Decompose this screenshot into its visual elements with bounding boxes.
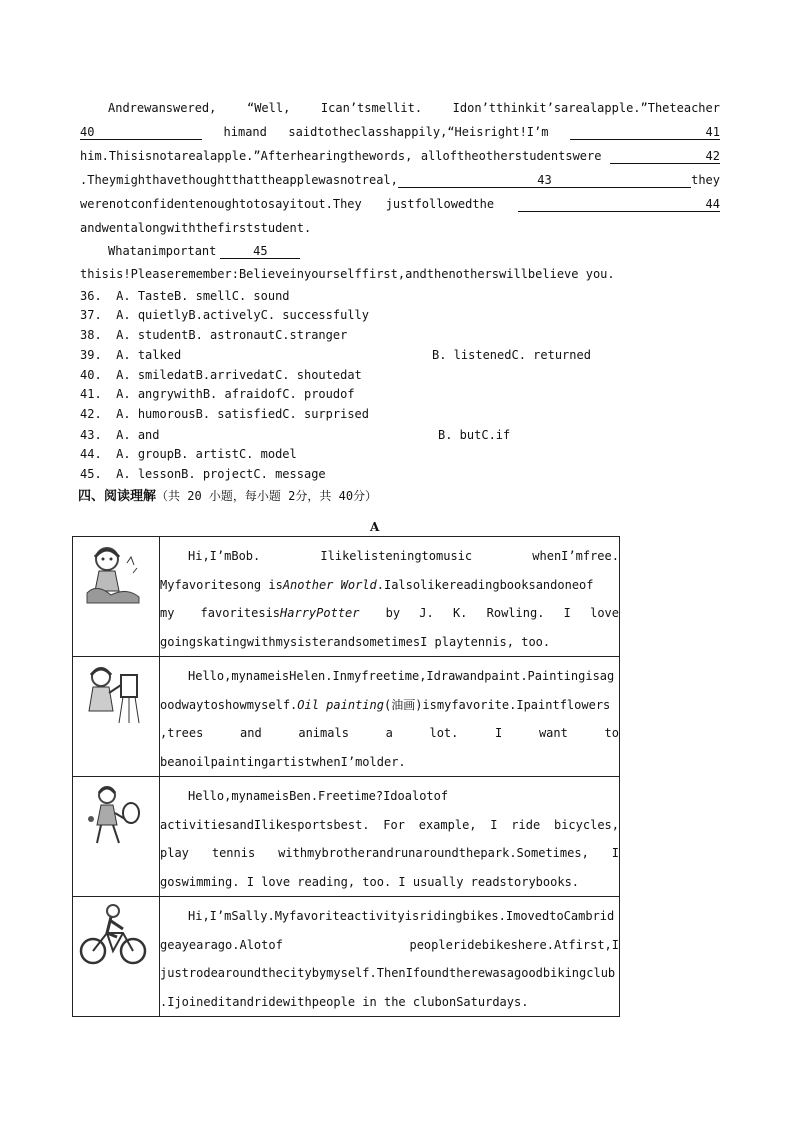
option-row-44: [80, 445, 297, 463]
text: .Theymighthavethoughtthattheapplewasnotreal,: [80, 173, 398, 187]
text: bicycles,: [553, 817, 619, 832]
text: activitiesandIlikesportsbest.: [160, 817, 370, 832]
boy-with-racket-icon: [77, 783, 149, 849]
blank-number: 44: [705, 197, 720, 211]
section-heading: [78, 487, 377, 506]
text: lot.: [429, 726, 459, 740]
text-cell: [160, 537, 620, 657]
text: Ican’tsmellit.: [320, 101, 423, 115]
blank-number: 43: [537, 173, 552, 187]
blank-44[interactable]: [518, 197, 720, 212]
table-row: [73, 897, 620, 1017]
question-number: 39.: [80, 348, 102, 362]
question-number: 42.: [80, 407, 102, 421]
question-number: 44.: [80, 447, 102, 461]
option-text: A. groupB. artistC. model: [116, 447, 297, 461]
reading-table: [72, 536, 620, 1017]
text: Ilikelisteningtomusic: [320, 549, 473, 563]
option-row-43: [80, 426, 160, 444]
blank-40[interactable]: [80, 125, 202, 140]
text: “Well,: [246, 101, 291, 115]
text: him.Thisisnotarealapple.”Afterhearingthewords,: [80, 149, 413, 163]
text: to: [604, 726, 619, 740]
text: Andrewanswered,: [108, 101, 217, 115]
option-row-43-right: B. butC.if: [438, 428, 511, 442]
passage-line-7: [108, 242, 300, 260]
option-row-39-right: B. listenedC. returned: [432, 348, 591, 362]
text: example,: [418, 817, 477, 832]
text: favoritesis: [200, 606, 281, 620]
option-text: A. studentB. astronautC.stranger: [116, 328, 348, 342]
passage-line-2: [80, 123, 720, 141]
question-number: 38.: [80, 328, 102, 342]
text: and: [240, 726, 262, 740]
option-text: A. and: [116, 428, 160, 442]
section-title: 四、阅读理解: [78, 489, 157, 504]
question-number: 45.: [80, 467, 102, 481]
blank-45[interactable]: [220, 244, 300, 259]
text: by J. K. Rowling. I love: [385, 606, 619, 620]
text: oodwaytoshowmyself.: [160, 697, 298, 712]
passage-line-6: andwentalongwiththefirststudent.: [80, 221, 312, 235]
picture-cell: [73, 897, 160, 1017]
boy-with-headphones-icon: [77, 543, 149, 609]
blank-number: 42: [705, 149, 720, 163]
text: they: [691, 173, 720, 187]
picture-cell: [73, 777, 160, 897]
text: I: [490, 817, 498, 832]
text: himand: [223, 125, 267, 139]
option-row-41: [80, 385, 355, 403]
text: ,trees: [160, 726, 204, 740]
option-text: A. smiledatB.arrivedatC. shoutedat: [116, 368, 362, 382]
blank-number: 45: [253, 244, 268, 258]
sally-paragraph: [160, 897, 619, 1016]
text: (油画)ismyfavorite.Ipaintflowers: [383, 697, 611, 712]
text: alloftheotherstudentswere: [420, 149, 602, 163]
text: geayearago.Alotof: [160, 937, 283, 952]
text: justfollowedthe: [385, 197, 495, 211]
option-row-38: [80, 326, 347, 344]
term: Oil painting: [297, 697, 384, 712]
option-text: A. angrywithB. afraidofC. proudof: [116, 387, 355, 401]
text-cell: [160, 897, 620, 1017]
option-row-45: [80, 465, 326, 483]
option-row-39: [80, 346, 181, 364]
question-number: 37.: [80, 308, 102, 322]
text-cell: [160, 657, 620, 777]
picture-cell: [73, 657, 160, 777]
text: Myfavoritesong is: [160, 577, 283, 592]
option-text: A. humorousB. satisfiedC. surprised: [116, 407, 370, 421]
passage-line-1: [80, 99, 720, 117]
text: I: [495, 726, 503, 740]
text: play: [160, 846, 189, 860]
passage-line-8: thisis!Pleaseremember:Believeinyourselffirst,andthenotherswillbelieve you.: [80, 267, 615, 281]
text: animals: [298, 726, 349, 740]
option-text: A. quietlyB.activelyC. successfully: [116, 308, 370, 322]
passage-line-3: [80, 147, 720, 165]
table-row: [73, 657, 620, 777]
text: goingskatingwithmysisterandsometimesI playtennis, too.: [160, 634, 551, 649]
text: justrodearoundthecitybymyself.ThenIfoundtherewasagoodbikingclub: [160, 966, 616, 980]
option-row-36: [80, 287, 290, 305]
ben-paragraph: [160, 777, 619, 896]
text: .Ialsolikereadingbooksandoneof: [376, 577, 594, 592]
text: Whatanimportant: [108, 244, 217, 258]
text-cell: [160, 777, 620, 897]
text: saidtotheclasshappily,“Heisright!I’m: [288, 125, 549, 139]
bob-paragraph: [160, 537, 619, 656]
blank-43[interactable]: [398, 173, 691, 188]
text: beanoilpaintingartistwhenI’molder.: [160, 754, 406, 769]
text: For: [383, 817, 405, 832]
song-title: Another World: [282, 577, 377, 592]
table-row: [73, 777, 620, 897]
section-scoring: （共 20 小题，每小题 2分，共 40分）: [156, 489, 378, 503]
text: want: [538, 726, 568, 740]
text: tennis: [211, 846, 256, 860]
text: Hi,I’mSally.Myfavoriteactivityisridingbikes.ImovedtoCambrid: [188, 909, 615, 923]
blank-41[interactable]: [570, 125, 720, 140]
blank-number: 41: [705, 125, 720, 139]
text: my: [160, 606, 175, 620]
text: withmybrotherandrunaroundthepark.Sometimes,: [278, 846, 589, 860]
passage-line-5: [80, 195, 720, 213]
question-number: 36.: [80, 289, 102, 303]
text: peopleridebikeshere.Atfirst,I: [409, 937, 619, 952]
text: I: [611, 846, 619, 860]
option-text: A. talked: [116, 348, 182, 362]
blank-42[interactable]: [610, 149, 720, 164]
girl-painting-icon: [77, 663, 149, 729]
table-row: [73, 537, 620, 657]
part-label: A: [370, 520, 380, 534]
text: .Ijoineditandridewithpeople in the clubonSaturdays.: [160, 994, 529, 1009]
question-number: 40.: [80, 368, 102, 382]
book-title: HarryPotter: [280, 606, 360, 620]
text: werenotconfidentenoughtotosayitout.They: [80, 197, 362, 211]
passage-line-4: [80, 171, 720, 189]
option-text: A. TasteB. smellC. sound: [116, 289, 290, 303]
picture-cell: [73, 537, 160, 657]
text: whenI’mfree.: [532, 549, 619, 563]
text: Idon’tthinkit’sarealapple.”Theteacher: [452, 101, 720, 115]
helen-paragraph: [160, 657, 619, 776]
option-row-40: [80, 366, 362, 384]
bicycle-rider-icon: [77, 903, 149, 969]
text: Hello,mynameisBen.Freetime?Idoalotof: [188, 789, 449, 803]
blank-number: 40: [80, 125, 95, 139]
text: goswimming. I love reading, too. I usually readstorybooks.: [160, 874, 580, 889]
option-text: A. lessonB. projectC. message: [116, 467, 326, 481]
text: Hello,mynameisHelen.Inmyfreetime,Idrawandpaint.Paintingisag: [188, 669, 615, 683]
option-row-42: [80, 405, 369, 423]
text: a: [385, 726, 393, 740]
text: Hi,I’mBob.: [188, 549, 261, 563]
text: ride: [511, 817, 541, 832]
question-number: 41.: [80, 387, 102, 401]
option-row-37: [80, 306, 369, 324]
question-number: 43.: [80, 428, 102, 442]
